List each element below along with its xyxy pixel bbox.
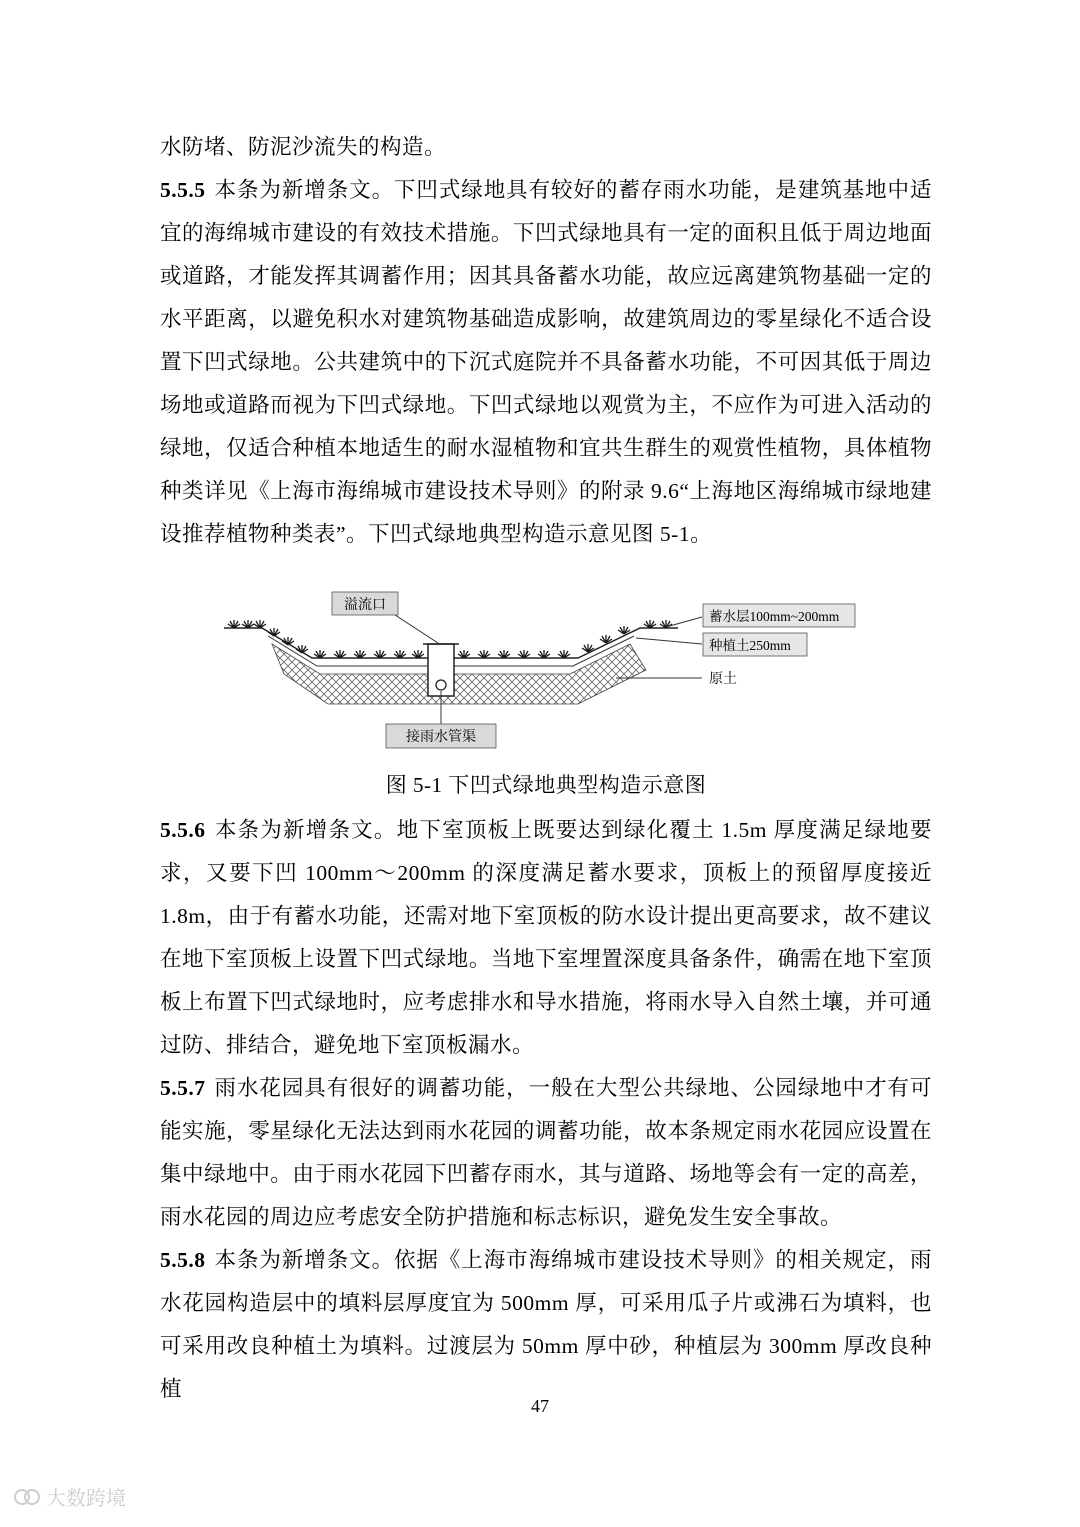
clause-text: 本条为新增条文。依据《上海市海绵城市建设技术导则》的相关规定，雨水花园构造层中的填料层厚度宜为 500mm 厚，可采用瓜子片或沸石为填料，也可采用改良种植土为填料。过渡层为 50mm 厚中砂，种植层为 300mm 厚改良种植 xyxy=(160,1248,932,1401)
rain-pipe-label: 接雨水管渠 xyxy=(406,730,476,745)
pipe-connection xyxy=(436,680,446,690)
page-number: 47 xyxy=(531,1396,549,1416)
clause-text: 本条为新增条文。地下室顶板上既要达到绿化覆土 1.5m 厚度满足绿地要求，又要下凹 100mm～200mm 的深度满足蓄水要求，顶板上的预留厚度接近 1.8m，由于有蓄水功能，还需对地下室顶板的防水设计提出更高要求，故不建议在地下室顶板上设置下凹式绿地。当地下室埋置深度具备条件，确需在地下室顶板上布置下凹式绿地时，应考虑排水和导水措施，将雨水导入自然土壤，并可通过防、排结合，避免地下室顶板漏水。 xyxy=(160,818,932,1057)
watermark-logo-icon xyxy=(14,1486,40,1508)
storage-leader-line xyxy=(666,617,702,627)
native-soil-label: 原土 xyxy=(709,672,737,687)
watermark-text: 大数跨境 xyxy=(46,1488,126,1510)
clause-text: 雨水花园具有很好的调蓄功能，一般在大型公共绿地、公园绿地中才有可能实施，零星绿化无法达到雨水花园的调蓄功能，故本条规定雨水花园应设置在集中绿地中。由于雨水花园下凹蓄存雨水，其与道路、场地等会有一定的高差，雨水花园的周边应考虑安全防护措施和标志标识，避免发生安全事故。 xyxy=(160,1076,932,1229)
paragraph-5-5-8 xyxy=(160,1239,932,1411)
planting-label: 种植土250mm xyxy=(709,638,791,653)
clause-text: 本条为新增条文。下凹式绿地具有较好的蓄存雨水功能，是建筑基地中适宜的海绵城市建设的有效技术措施。下凹式绿地具有一定的面积且低于周边地面或道路，才能发挥其调蓄作用；因其具备蓄水功能，故应远离建筑物基础一定的水平距离，以避免积水对建筑物基础造成影响，故建筑周边的零星绿化不适合设置下凹式绿地。公共建筑中的下沉式庭院并不具备蓄水功能，不可因其低于周边场地或道路而视为下凹式绿地。下凹式绿地以观赏为主，不应作为可进入活动的绿地，仅适合种植本地适生的耐水湿植物和宜共生群生的观赏性植物，具体植物种类详见《上海市海绵城市建设技术导则》的附录 9.6“上海地区海绵城市绿地建设推荐植物种类表”。下凹式绿地典型构造示意见图 5-1。 xyxy=(160,178,932,546)
paragraph-continuation: 水防堵、防泥沙流失的构造。 xyxy=(160,135,447,159)
watermark xyxy=(14,1482,126,1511)
storage-label: 蓄水层100mm~200mm xyxy=(709,609,840,624)
page-content xyxy=(160,126,932,1411)
paragraph-5-5-7 xyxy=(160,1067,932,1239)
clause-number: 5.5.6 xyxy=(160,818,206,842)
paragraph-5-5-5 xyxy=(160,169,932,556)
clause-number: 5.5.7 xyxy=(160,1076,206,1100)
planting-leader-line xyxy=(636,638,702,644)
overflow-leader-line xyxy=(392,613,438,643)
sunken-green-space-diagram xyxy=(216,586,876,758)
paragraph-5-5-6 xyxy=(160,809,932,1067)
overflow-label: 溢流口 xyxy=(344,598,386,613)
figure-5-1 xyxy=(216,586,876,763)
clause-number: 5.5.8 xyxy=(160,1248,206,1272)
figure-caption: 图 5-1 下凹式绿地典型构造示意图 xyxy=(385,773,707,797)
clause-number: 5.5.5 xyxy=(160,178,206,202)
